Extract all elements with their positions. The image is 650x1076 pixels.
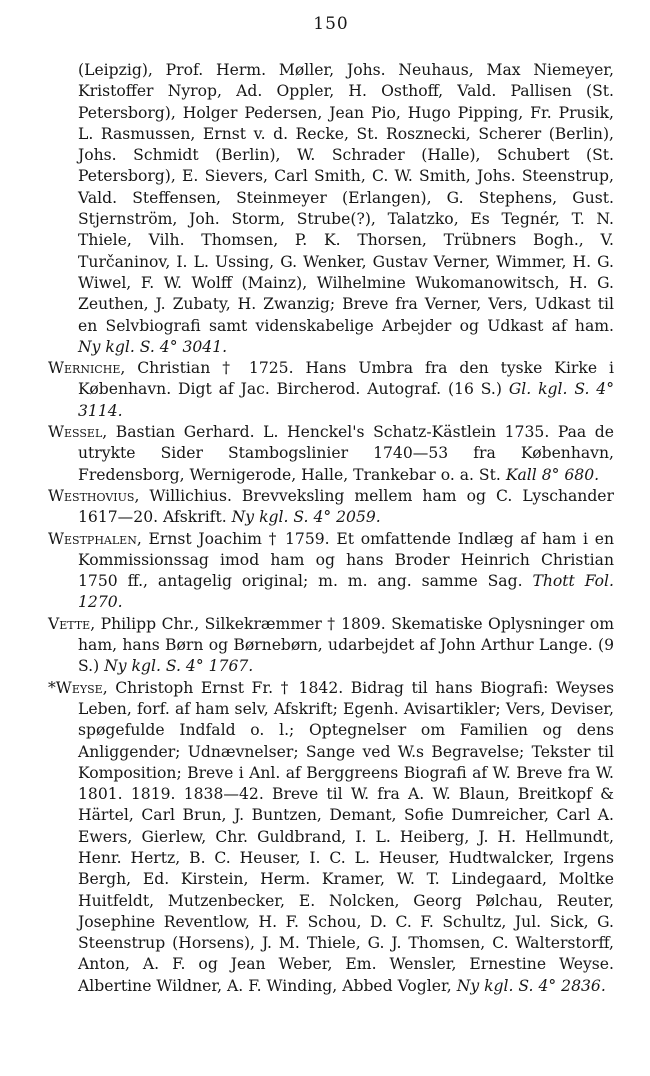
shelfmark: Ny kgl. S. 4° 3041. [78, 337, 228, 356]
shelfmark: Thott Fol. 1270. [78, 572, 614, 612]
shelfmark: Gl. kgl. S. 4° 3114. [78, 380, 614, 420]
entry-weyse [48, 678, 614, 997]
entry-body: , Ernst Joachim † 1759. Et omfattende Indlæg af ham i en Kommissionssag imod ham og hans Broder Heinrich Christian 1750 ff., antagelig original; m. m. ang. samme Sag. [78, 529, 614, 591]
entry-vette [48, 614, 614, 678]
entry-westphalen [48, 529, 614, 614]
shelfmark: Ny kgl. S. 4° 2836. [456, 976, 606, 995]
document-page [48, 14, 614, 997]
entry-body: (Leipzig), Prof. Herm. Møller, Johs. Neuhaus, Max Niemeyer, Kristoffer Nyrop, Ad. Oppler, H. Osthoff, Vald. Pallisen (St. Petersborg), Holger Pedersen, Jean Pio, Hugo Pipping, Fr. Prusik, L. Rasmussen, Ernst v. d. Recke, St. Rosznecki, Scherer (Berlin), Johs. Schmidt (Berlin), W. Schrader (Halle), Schubert (St. Petersborg), E. Sievers, Carl Smith, C. W. Smith, Johs. Steenstrup, Vald. Steffensen, Steinmeyer (Erlangen), G. Stephens, Gust. Stjernström, Joh. Storm, Strube(?), Talatzko, Es Tegnér, T. N. Thiele, Vilh. Thomsen, P. K. Thorsen, Trübners Bogh., V. Turčaninov, I. L. Ussing, G. Wenker, Gustav Verner, Wimmer, H. G. Wiwel, F. W. Wolff (Mainz), Wilhelmine Wukomanowitsch, H. G. Zeuthen, J. Zubaty, H. Zwanzig; Breve fra Verner, Vers, Udkast til en Selvbiografi samt videnskabelige Arbejder og Udkast af ham. [78, 61, 614, 335]
shelfmark: Kall 8° 680. [505, 465, 600, 484]
entry-name: *Weyse [48, 678, 103, 697]
entry-body: , Bastian Gerhard. L. Henckel's Schatz-Kästlein 1735. Paa de utrykte Sider Stambogslinier 1740—53 fra København, Fredensborg, Wernigerode, Halle, Trankebar o. a. St. [78, 423, 614, 484]
entry-continuation [48, 60, 614, 358]
entry-name: Werniche [48, 359, 121, 378]
entry-name: Vette [48, 614, 91, 633]
shelfmark: Ny kgl. S. 4° 1767. [104, 657, 254, 676]
entry-name: Wessel [48, 423, 103, 442]
entry-werniche [48, 358, 614, 422]
shelfmark: Ny kgl. S. 4° 2059. [231, 508, 381, 527]
entry-body: , Philipp Chr., Silkekræmmer † 1809. Skematiske Oplysninger om ham, hans Børn og Børnebørn, udarbejdet af John Arthur Lange. (9 S.) [78, 614, 614, 676]
entry-body: , Christian † 1725. Hans Umbra fra den tyske Kirke i København. Digt af Jac. Bircherod. Autograf. (16 S.) [78, 359, 614, 399]
entry-body: , Christoph Ernst Fr. † 1842. Bidrag til hans Biografi: Weyses Leben, forf. af ham selv, Afskrift; Egenh. Avisartikler; Vers, Deviser, spøgefulde Indfald o. l.; Optegnelser om Familien og dens Anliggender; Udnævnelser; Sange ved W.s Begravelse; Tekster til Komposition; Breve i Anl. af Berggreens Biografi af W. Breve fra W. 1801. 1819. 1838—42. Breve til W. fra A. W. Blaun, Breitkopf & Härtel, Carl Brun, J. Buntzen, Demant, Sofie Dumreicher, Carl A. Ewers, Gierlew, Chr. Guldbrand, I. L. Heiberg, J. H. Hellmundt, Henr. Hertz, B. C. Heuser, I. C. L. Heuser, Hudtwalcker, Irgens Bergh, Ed. Kirstein, Herm. Kramer, W. T. Lindegaard, Moltke Huitfeldt, Mutzenbecker, E. Nolcken, Georg Pølchau, Reuter, Josephine Reventlow, H. F. Schou, D. C. F. Schultz, Jul. Sick, G. Steenstrup (Horsens), J. M. Thiele, G. J. Thomsen, C. Walterstorff, Anton, A. F. og Jean Weber, Em. Wensler, Ernestine Weyse. Albertine Wildner, A. F. Winding, Abbed Vogler, [78, 678, 614, 995]
entry-wessel [48, 422, 614, 486]
entry-name: Westhovius [48, 486, 135, 505]
page-number: 150 [313, 14, 349, 34]
entry-body: , Willichius. Brevveksling mellem ham og C. Lyschander 1617—20. Afskrift. [78, 486, 614, 527]
entry-westhovius [48, 486, 614, 529]
entry-name: Westphalen [48, 529, 137, 548]
